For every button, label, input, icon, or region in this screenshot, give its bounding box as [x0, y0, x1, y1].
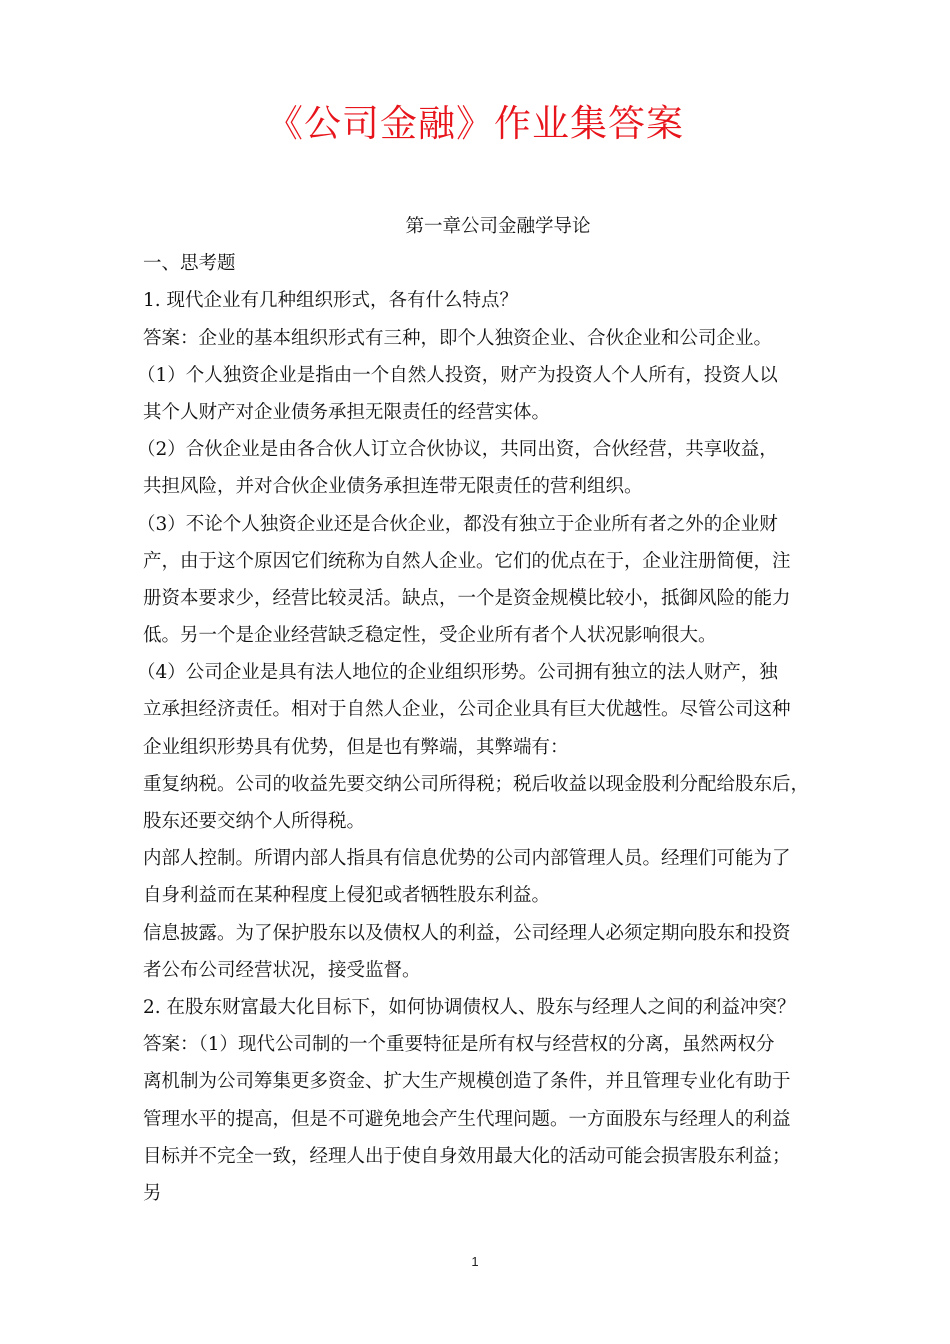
body-line: 低。另一个是企业经营缺乏稳定性，受企业所有者个人状况影响很大。 — [143, 625, 717, 647]
section-heading: 一、思考题 — [143, 253, 236, 275]
page-number: 1 — [471, 1254, 479, 1269]
body-line: 其个人财产对企业债务承担无限责任的经营实体。 — [143, 401, 551, 423]
question-2: 2. 在股东财富最大化目标下，如何协调债权人、股东与经理人之间的利益冲突？ — [143, 996, 796, 1018]
body-line: 离机制为公司筹集更多资金、扩大生产规模创造了条件，并且管理专业化有助于 — [143, 1071, 791, 1093]
body-line: 另 — [143, 1182, 162, 1204]
body-line: 目标并不完全一致，经理人出于使自身效用最大化的活动可能会损害股东利益； — [143, 1145, 791, 1167]
body-line: 产，由于这个原因它们统称为自然人企业。它们的优点在于，企业注册简便，注 — [143, 550, 791, 572]
body-line: 自身利益而在某种程度上侵犯或者牺牲股东利益。 — [143, 885, 551, 907]
body-line: （4）公司企业是具有法人地位的企业组织形势。公司拥有独立的法人财产，独 — [137, 662, 778, 684]
document-body — [137, 208, 833, 1212]
body-line: 股东还要交纳个人所得税。 — [143, 811, 366, 832]
body-line: 内部人控制。所谓内部人指具有信息优势的公司内部管理人员。经理们可能为了 — [143, 848, 791, 870]
body-line: 答案：（1）现代公司制的一个重要特征是所有权与经营权的分离，虽然两权分 — [143, 1034, 775, 1056]
body-line: 答案：企业的基本组织形式有三种，即个人独资企业、合伙企业和公司企业。 — [143, 327, 773, 349]
body-line: 信息披露。为了保护股东以及债权人的利益，公司经理人必须定期向股东和投资 — [143, 922, 791, 944]
body-line: 重复纳税。公司的收益先要交纳公司所得税；税后收益以现金股利分配给股东后， — [143, 773, 810, 795]
document-title: 《公司金融》作业集答案 — [266, 102, 684, 145]
question-1: 1. 现代企业有几种组织形式，各有什么特点？ — [143, 290, 519, 312]
body-line: （2）合伙企业是由各合伙人订立合伙协议，共同出资，合伙经营，共享收益， — [137, 439, 778, 461]
body-line: 者公布公司经营状况，接受监督。 — [143, 959, 421, 981]
body-line: 共担风险，并对合伙企业债务承担连带无限责任的营利组织。 — [143, 476, 643, 498]
body-line: 册资本要求少，经营比较灵活。缺点，一个是资金规模比较小，抵御风险的能力 — [143, 587, 791, 609]
body-line: （3）不论个人独资企业还是合伙企业，都没有独立于企业所有者之外的企业财 — [137, 513, 778, 535]
body-line: 管理水平的提高，但是不可避免地会产生代理问题。一方面股东与经理人的利益 — [143, 1108, 791, 1130]
chapter-heading: 第一章公司金融学导论 — [405, 216, 591, 237]
body-line: （1）个人独资企业是指由一个自然人投资，财产为投资人个人所有，投资人以 — [137, 364, 778, 386]
body-line: 企业组织形势具有优势，但是也有弊端，其弊端有： — [143, 736, 569, 758]
body-line: 立承担经济责任。相对于自然人企业，公司企业具有巨大优越性。尽管公司这种 — [143, 699, 791, 721]
